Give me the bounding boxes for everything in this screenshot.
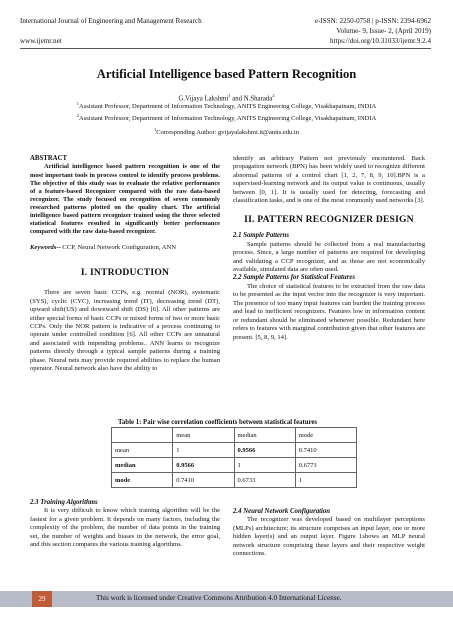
affiliation-2: $^2$Assistant Professor, Department of Information Technology, ANITS Engineering College, Visakhapatnam, INDIA [76, 112, 377, 122]
affiliations [0, 100, 453, 124]
paper-title: Artificial Intelligence based Pattern Recognition [96, 67, 357, 81]
right-column-top [233, 155, 425, 342]
table-cell: 1 [173, 443, 234, 458]
introduction-continued: identify an arbitrary Pattern not previously encountered. Back propagation network (BPN) has been widely used to recognize different abnormal patterns of a control chart [1, 2, 7, 8, 9, 10].BPN is a supervised-learning network and its output value is continuous, usually between [0, 1]. It is usually used for detecting, forecasting and classification tasks, and is one of the most commonly used networks [3]. [233, 155, 425, 205]
subsection-2-3 [30, 499, 220, 550]
issn: e-ISSN: 2250-0758 | p-ISSN: 2394-6962 [314, 17, 431, 25]
subsection-2-1-heading: 2.1 Sample Patterns [233, 232, 290, 240]
journal-website[interactable]: www.ijemr.net [20, 37, 62, 45]
volume-issue: Volume- 9, Issue- 2, (April 2019) [336, 27, 431, 35]
table-header-cell: mode [295, 428, 356, 443]
doi-link[interactable]: https://doi.org/10.31033/ijemr.9.2.4 [330, 37, 431, 45]
abstract-heading: ABSTRACT [30, 155, 68, 162]
table-row [112, 458, 357, 473]
table-cell: 0.9566 [234, 443, 295, 458]
table-header-cell: median [234, 428, 295, 443]
license-notice[interactable]: This work is licensed under Creative Commons Attribution 4.0 International License. [96, 594, 342, 602]
abstract-block [30, 155, 220, 374]
table-row [112, 443, 357, 458]
table-cell: 0.7410 [295, 443, 356, 458]
keywords-label: Keywords-- [30, 244, 61, 252]
subsection-2-4-heading: 2.4 Neural Network Configuration [233, 508, 331, 515]
journal-header-right [231, 16, 431, 46]
abstract-body: Artificial intelligence based pattern recognition is one of the most important tools in process control to identify process problems. The objective of this study was to evaluate the relative performance of a feature-based Recognizer compared with the raw data-based recognizer. The study focused on recognition of seven commonly researched patterns plotted on the quality chart. The artificial intelligence based pattern recognizer trained using the three selected statistical features resulted in significantly better performance compared with the raw data-based recognizer. [30, 163, 220, 236]
subsection-2-3-heading: 2.3 Training Algorithms [30, 499, 98, 506]
table-header-row [112, 428, 357, 443]
subsection-2-3-body: It is very difficult to know which training algorithm will be the fastest for a given problem. It depends on many factors, including the complexity of the problem, the number of data points in the training set, the number of weights and biases in the network, the error goal, and this section compares the various training algorithms. [30, 507, 220, 549]
author-1: G.Vijaya Lakshmi [178, 95, 229, 103]
subsection-2-2-heading: 2.2 Sample Patterns for Statistical Features [233, 274, 355, 282]
author-2: and N.Sharada [230, 95, 273, 103]
subsection-2-4 [233, 508, 425, 559]
corresponding-author: $^1$Corresponding Author: gvijayalakshmi.it@anits.edu.in [154, 127, 299, 137]
table-cell: mean [112, 443, 173, 458]
table-row [112, 473, 357, 488]
subsection-2-1-body: Sample patterns should be collected from a real manufacturing process. Since, a large number of patterns are required for developing and validating a CCP recognizer, and as those are not economically available, simulated data are often used. [233, 240, 425, 273]
section-heading-introduction: I. INTRODUCTION [80, 266, 170, 278]
section-heading-design: II. PATTERN RECOGNIZER DESIGN [244, 213, 414, 225]
table-header-cell: mean [173, 428, 234, 443]
correlation-table [111, 427, 357, 488]
subsection-2-4-body: The recognizer was developed based on multilayer perceptions (MLPs) architecture; its structure comprises an input layer, one or more hidden layer(s) and an output layer. Figure 1shows an MLP neural network structure comprising these layers and their respective weight connections. [233, 516, 425, 558]
table-cell: 0.9566 [173, 458, 234, 473]
table-cell: 1 [295, 473, 356, 488]
table-cell: mode [112, 473, 173, 488]
affiliation-1: $^1$Assistant Professor, Department of Information Technology, ANITS Engineering College, Visakhapatnam, INDIA [76, 101, 377, 111]
keywords [30, 244, 220, 252]
table-cell: median [112, 458, 173, 473]
journal-name: International Journal of Engineering and Management Research [20, 17, 202, 25]
table-header-cell [112, 428, 173, 443]
table-cell: 0.6733 [234, 473, 295, 488]
introduction-body: There are seven basic CCPs, e.g. normal (NOR), systematic (SYS), cyclic (CYC), increasing trend (IT), decreasing trend (DT), upward shift(US) and downward shift (DS) [6]. All other patterns are either special forms of basic CCPs or mixed forms of two or more basic CCPs. Only the NOR pattern is indicative of a process continuing to operate under controlled condition [6]. All other CCPs are unnatural and associated with impending problems.. ANN learns to recognize patterns directly through a typical sample patterns during a training phase. Neural nets may provide required abilities to replace the human operator. Neural network also have the ability to [30, 289, 220, 373]
table-cell: 0.7410 [173, 473, 234, 488]
author-1-sup: 1 [228, 93, 231, 98]
table-cell: 1 [234, 458, 295, 473]
author-2-sup: 2 [272, 93, 275, 98]
table-cell: 0.6773 [295, 458, 356, 473]
keywords-text: CCP, Neural Network Configuration, ANN [60, 244, 176, 252]
header-divider [20, 48, 431, 49]
page-number: 29 [32, 591, 52, 607]
table-caption: Table 1: Pair wise correlation coefficients between statistical features [118, 419, 318, 426]
subsection-2-2-body: The choice of statistical features to be extracted from the raw data to be presented as the input vector into the recognizer is very important. The presence of too many input features can burden the training process and lead to inefficient recognizers. Features low in information content or redundant should be eliminated whenever possible. Redundant here refers to features with marginal contribution given that other features are present. [5, 8, 9, 14]. [233, 282, 425, 341]
